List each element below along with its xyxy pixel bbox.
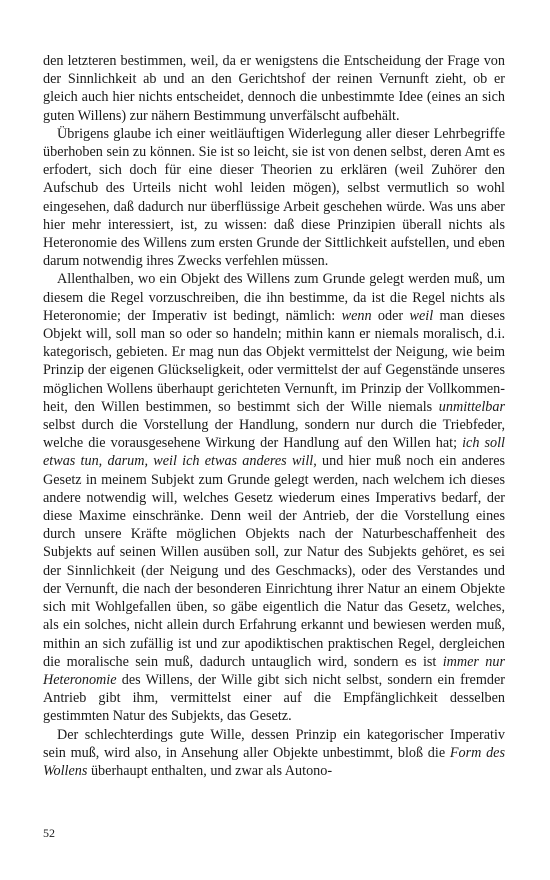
text-run: Übrigens glaube ich einer weitläuftigen Widerlegung aller dieser Lehrbegriffe überhoben sein zu können. Sie ist so leicht, sie ist von denen selbst, deren Amt es erfodert, sich doch für eine dieser Theorien zu erklären (weil Zuhörer den Aufschub des Urteils nicht wohl leiden mögen), selbst vermutlich so wohl eingesehen, daß dadurch nur überflüssige Arbeit geschehen würde. Was uns aber hier mehr interessiert, ist, zu wissen: daß diese Prinzipien überall nichts als Heteronomie des Willens zum ersten Grunde der Sittlichkeit aufstellen, und eben darum notwendig ihres Zwecks verfehlen müssen.: [43, 125, 505, 270]
page-number: 52: [43, 826, 55, 840]
text-run: Der schlechterdings gute Wille, dessen Prinzip ein kategorischer Imperativ sein muß, wird also, in Ansehung aller Objekte unbestimmt, bloß die: [43, 726, 505, 761]
italic-text: ich soll etwas tun, darum, weil ich etwas anderes will: [43, 435, 505, 470]
text-run: , und hier muß noch ein anderes Gesetz in meinem Subjekt zum Grunde gelegt werden, nach welchem ich dieses andere notwendig will, welches Gesetz wiederum eines Imperativs bedarf, der diese Maxime einschränke. Denn weil der Antrieb, der die Vorstellung eines durch unsere Kräfte möglichen Objekts nach der Naturbeschaffenheit des Subjekts auf seinen Willen ausüben soll, zur Natur des Subjekts gehöret, es sei der Sinnlichkeit (der Neigung und des Geschmacks), oder des Verstandes und der Vernunft, die nach der besonderen Einrichtung ihrer Natur an einem Objekte sich mit Wohlgefallen üben, so gäbe eigentlich die Natur das Gesetz, welches, als ein solches, nicht allein durch Erfahrung erkannt und bewiesen werden muß, mithin an sich zufällig ist und zur apodiktischen praktischen Regel, dergleichen die moralische sein muß, dadurch untauglich wird, sondern es ist: [43, 453, 506, 670]
text-run: des Willens, der Wille gibt sich nicht selbst, sondern ein fremder Antrieb gibt ihm, vermittelst einer auf die Empfänglichkeit desselben gestimmten Natur des Subjekts, das Gesetz.: [43, 671, 505, 725]
italic-text: wenn: [341, 307, 372, 324]
text-run: überhaupt enthalten, und zwar als Autono-: [87, 762, 333, 779]
paragraph: [43, 52, 505, 125]
text-run: den letzteren bestimmen, weil, da er wenigstens die Entscheidung der Frage von der Sinnlichkeit ab und an den Gerichtshof der reinen Vernunft zieht, ob er gleich auch hier nichts entscheidet, dennoch die unbestimmte Idee (eines an sich guten Willens) zur nähern Bestimmung unverfälscht aufbehält.: [43, 53, 505, 124]
text-run: oder: [371, 307, 410, 324]
book-page-text: [43, 52, 505, 780]
paragraph: [43, 726, 505, 781]
italic-text: unmittelbar: [438, 398, 505, 415]
text-run: selbst durch die Vorstellung der Handlung, sondern nur durch die Triebfeder, welche die vorausgesehene Wirkung der Handlung auf den Willen hat;: [43, 417, 505, 452]
italic-text: Form des Wollens: [43, 744, 505, 779]
italic-text: weil: [409, 307, 434, 324]
paragraph: [43, 125, 505, 271]
paragraph: [43, 270, 505, 725]
text-run: Allenthalben, wo ein Objekt des Willens zum Grunde gelegt werden muß, um diesem die Regel vorzuschreiben, die ihn bestimme, da ist die Regel nichts als Heteronomie; der Imperativ ist bedingt, nämlich:: [43, 271, 505, 324]
italic-text: immer nur Heteronomie: [43, 653, 505, 688]
text-run: man dieses Objekt will, soll man so oder so handeln; mithin kann er niemals moralisch, d.i. kategorisch, gebieten. Er mag nun das Objekt vermittelst der Neigung, wie beim Prinzip der eigenen Glückseligkeit, oder vermittelst der auf Gegenstände unseres möglichen Wollens überhaupt gerichteten Vernunft, im Prinzip der Vollkommenheit, den Willen bestimmen, so bestimmt sich der Wille niemals: [43, 307, 505, 415]
